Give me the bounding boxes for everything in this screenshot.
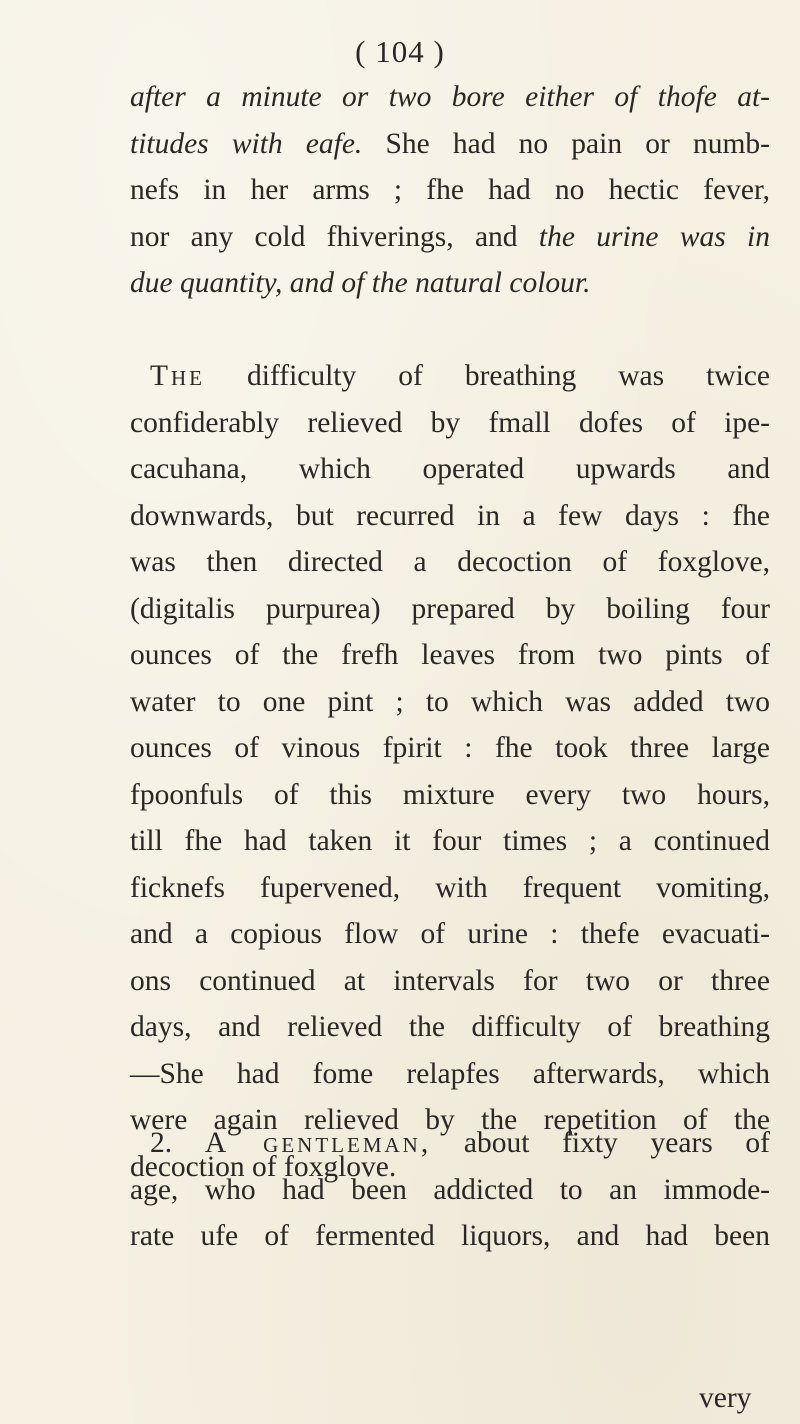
text-line: decoction of foxglove. xyxy=(130,1150,397,1183)
paragraph-2 xyxy=(130,353,770,1190)
text-line: titudes with eafe. She had no pain or numb- xyxy=(130,127,770,160)
text-line: was then directed a decoction of foxglove, xyxy=(130,546,770,578)
text-line: nor any cold fhiverings, and the urine was in xyxy=(130,220,770,253)
text-line: due quantity, and of the natural colour. xyxy=(130,267,591,299)
text-line: The difficulty of breathing was twice xyxy=(150,360,770,392)
text-line: ounces of vinous fpirit : fhe took three large xyxy=(130,732,770,764)
text-line: downwards, but recurred in a few days : fhe xyxy=(130,499,770,532)
paragraph-3 xyxy=(130,1120,770,1260)
text-line: 2. A gentleman, about fixty years of xyxy=(150,1127,771,1159)
text-line: ons continued at intervals for two or three xyxy=(130,964,770,997)
text-line: after a minute or two bore either of thofe at- xyxy=(130,81,770,113)
catchword: very xyxy=(699,1382,752,1414)
text-line: ficknefs fupervened, with frequent vomiting, xyxy=(130,871,770,904)
text-line: fpoonfuls of this mixture every two hours, xyxy=(130,778,770,811)
text-line: till fhe had taken it four times ; a continued xyxy=(130,825,770,857)
text-line: and a copious flow of urine : thefe evacuati- xyxy=(130,918,770,950)
text-line: were again relieved by the repetition of the xyxy=(130,1104,770,1136)
text-line: age, who had been addicted to an immode- xyxy=(130,1173,770,1206)
text-line: ounces of the frefh leaves from two pints of xyxy=(130,639,770,671)
text-line: cacuhana, which operated upwards and xyxy=(130,453,770,485)
paragraph-1 xyxy=(130,74,770,307)
text-line: days, and relieved the difficulty of breathing xyxy=(130,1011,770,1043)
text-line: —She had fome relapfes afterwards, which xyxy=(130,1057,770,1090)
text-line: water to one pint ; to which was added two xyxy=(130,685,770,718)
text-line: nefs in her arms ; fhe had no hectic fever, xyxy=(130,174,770,206)
text-line: rate ufe of fermented liquors, and had been xyxy=(130,1220,770,1252)
text-line: confiderably relieved by fmall dofes of ipe- xyxy=(130,406,770,439)
text-line: (digitalis purpurea) prepared by boiling four xyxy=(130,592,770,625)
page-number-header: ( 104 ) xyxy=(355,34,445,69)
